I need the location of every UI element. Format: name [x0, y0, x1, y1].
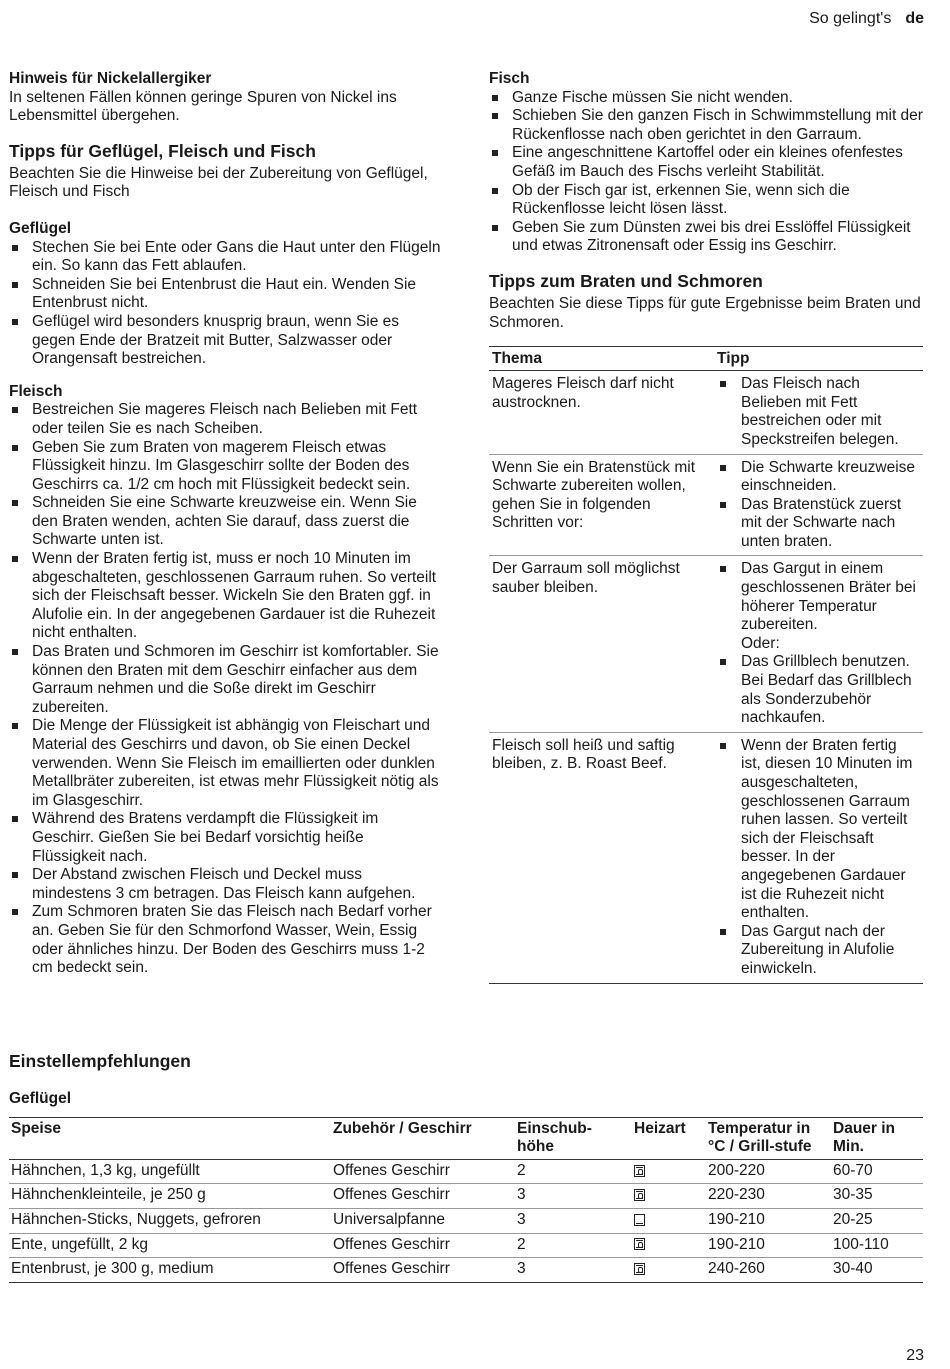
heating-cell: [632, 1258, 706, 1283]
table-row: [489, 454, 923, 556]
level-cell: 3: [515, 1258, 632, 1283]
roast-heading: Tipps zum Braten und Schmoren: [489, 270, 763, 291]
accessory-cell: Offenes Geschirr: [331, 1184, 515, 1209]
list-item: Zum Schmoren braten Sie das Fleisch nach Bedarf vorher an. Geben Sie für den Schmorfond Wasser, Wein, Essig oder ähnliches hinzu. Der Boden des Geschirrs muss 1-2 cm bedeckt sein.: [9, 903, 441, 977]
list-item: Geben Sie zum Dünsten zwei bis drei Esslöffel Flüssigkeit und etwas Zitronensaft oder Essig ins Geschirr.: [489, 219, 923, 256]
list-item: Während des Bratens verdampft die Flüssigkeit im Geschirr. Gießen Sie bei Bedarf vorsichtig heiße Flüssigkeit nach.: [9, 810, 441, 866]
or-label: Oder:: [741, 634, 780, 652]
column-header: Speise: [9, 1117, 331, 1159]
duration-cell: 20-25: [831, 1208, 923, 1233]
list-item: Schieben Sie den ganzen Fisch in Schwimmstellung mit der Rückenflosse nach oben gerichtet in den Garraum.: [489, 107, 923, 144]
nickel-text: In seltenen Fällen können geringe Spuren von Nickel ins Lebensmittel übergehen.: [9, 88, 397, 125]
food-cell: Entenbrust, je 300 g, medium: [9, 1258, 331, 1283]
tip-cell: [714, 454, 923, 556]
nickel-heading: Hinweis für Nickelallergiker: [9, 70, 212, 87]
column-header: Heizart: [632, 1117, 706, 1159]
temp-cell: 190-210: [706, 1208, 831, 1233]
page-header: [809, 10, 924, 28]
food-cell: Hähnchen, 1,3 kg, ungefüllt: [9, 1159, 331, 1184]
accessory-cell: Offenes Geschirr: [331, 1233, 515, 1258]
temp-cell: 190-210: [706, 1233, 831, 1258]
tip-cell: [714, 371, 923, 454]
duration-cell: 100-110: [831, 1233, 923, 1258]
food-cell: Ente, ungefüllt, 2 kg: [9, 1233, 331, 1258]
table-row: [9, 1208, 923, 1233]
temp-cell: 200-220: [706, 1159, 831, 1184]
table-header-row: [489, 347, 923, 371]
duration-cell: 30-40: [831, 1258, 923, 1283]
left-column: [9, 70, 441, 978]
bottom-heat-icon: [634, 1214, 645, 1226]
column-header: Temperatur in °C / Grill-stufe: [706, 1117, 831, 1159]
accessory-cell: Offenes Geschirr: [331, 1258, 515, 1283]
table-row: [9, 1184, 923, 1209]
level-cell: 2: [515, 1233, 632, 1258]
column-header: Einschub-höhe: [515, 1117, 632, 1159]
accessory-cell: Universalpfanne: [331, 1208, 515, 1233]
page-number: 23: [906, 1347, 924, 1364]
list-item: Wenn der Braten fertig ist, diesen 10 Minuten im ausgeschalteten, geschlossenen Garraum ruhen lassen. So verteilt sich der Fleischsaft besser. In der angegebenen Gardauer ist die Ruhezeit nicht enthalten.: [717, 737, 920, 923]
accessory-cell: Offenes Geschirr: [331, 1159, 515, 1184]
list-item: Das Gargut nach der Zubereitung in Alufolie einwickeln.: [717, 923, 920, 979]
list-item: Ganze Fische müssen Sie nicht wenden.: [489, 89, 923, 108]
list-item: Das Grillblech benutzen. Bei Bedarf das Grillblech als Sonderzubehör nachkaufen.: [717, 653, 920, 727]
language-code: de: [905, 10, 924, 27]
temp-cell: 220-230: [706, 1184, 831, 1209]
list-item: Das Gargut in einem geschlossenen Bräter bei höherer Temperatur zubereiten.: [717, 560, 920, 634]
recommendations-section: [9, 1050, 923, 1283]
list-item: Das Bratenstück zuerst mit der Schwarte nach unten braten.: [717, 496, 920, 552]
recommendations-subheading: Geflügel: [9, 1090, 72, 1107]
level-cell: 3: [515, 1184, 632, 1209]
table-row: [9, 1258, 923, 1283]
topic-cell: Fleisch soll heiß und saftig bleiben, z. B. Roast Beef.: [489, 732, 714, 983]
list-item: Ob der Fisch gar ist, erkennen Sie, wenn sich die Rückenflosse leicht lösen lässt.: [489, 182, 923, 219]
table-row: [489, 732, 923, 983]
column-header: Thema: [489, 347, 714, 371]
list-item: Bestreichen Sie mageres Fleisch nach Belieben mit Fett oder teilen Sie es nach Scheiben.: [9, 401, 441, 438]
tip-cell: [714, 732, 923, 983]
fish-heading: Fisch: [489, 70, 530, 87]
list-item: Der Abstand zwischen Fleisch und Deckel muss mindestens 3 cm betragen. Das Fleisch kann aufgehen.: [9, 866, 441, 903]
list-item: Schneiden Sie bei Entenbrust die Haut ein. Wenden Sie Entenbrust nicht.: [9, 276, 441, 313]
fish-list: [489, 89, 923, 256]
list-item: Stechen Sie bei Ente oder Gans die Haut unter den Flügeln ein. So kann das Fett ablaufen.: [9, 239, 441, 276]
settings-table: [9, 1117, 923, 1283]
list-item: Schneiden Sie eine Schwarte kreuzweise ein. Wenn Sie den Braten wenden, achten Sie darauf, dass zuerst die Schwarte unten ist.: [9, 494, 441, 550]
temp-cell: 240-260: [706, 1258, 831, 1283]
level-cell: 2: [515, 1159, 632, 1184]
duration-cell: 60-70: [831, 1159, 923, 1184]
table-row: [489, 371, 923, 454]
heating-cell: [632, 1184, 706, 1209]
list-item: Das Braten und Schmoren im Geschirr ist komfortabler. Sie können den Braten mit dem Geschirr einfacher aus dem Garraum nehmen und die Soße direkt im Geschirr zubereiten.: [9, 643, 441, 717]
roast-tips-table: [489, 346, 923, 983]
list-item: Geflügel wird besonders knusprig braun, wenn Sie es gegen Ende der Bratzeit mit Butter, Salzwasser oder Orangensaft bestreichen.: [9, 313, 441, 369]
table-row: [9, 1159, 923, 1184]
roast-intro: Beachten Sie diese Tipps für gute Ergebnisse beim Braten und Schmoren.: [489, 294, 921, 331]
level-cell: 3: [515, 1208, 632, 1233]
recommendations-heading: Einstellempfehlungen: [9, 1051, 191, 1071]
list-item: Das Fleisch nach Belieben mit Fett bestreichen oder mit Speckstreifen belegen.: [717, 375, 920, 449]
section-title: So gelingt's: [809, 10, 892, 27]
meat-heading: Fleisch: [9, 382, 63, 400]
poultry-heading: Geflügel: [9, 219, 72, 237]
heating-cell: [632, 1208, 706, 1233]
list-item: Die Schwarte kreuzweise einschneiden.: [717, 459, 920, 496]
column-header: Dauer in Min.: [831, 1117, 923, 1159]
meat-list: [9, 401, 441, 977]
table-header-row: [9, 1117, 923, 1159]
column-header: Zubehör / Geschirr: [331, 1117, 515, 1159]
tips-heading: Tipps für Geflügel, Fleisch und Fisch: [9, 140, 316, 161]
hot-air-grill-icon: [634, 1189, 645, 1201]
column-header: Tipp: [714, 347, 923, 371]
tips-intro: Beachten Sie die Hinweise bei der Zubereitung von Geflügel, Fleisch und Fisch: [9, 164, 428, 201]
list-item: Die Menge der Flüssigkeit ist abhängig von Fleischart und Material des Geschirrs und davon, ob Sie einen Deckel verwenden. Wenn Sie Fleisch im emaillierten oder dunklen Metallbräter zubereiten, ist etwas mehr Flüssigkeit nötig als im Glasgeschirr.: [9, 717, 441, 810]
hot-air-grill-icon: [634, 1263, 645, 1275]
topic-cell: Der Garraum soll möglichst sauber bleiben.: [489, 556, 714, 732]
topic-cell: Mageres Fleisch darf nicht austrocknen.: [489, 371, 714, 454]
topic-cell: Wenn Sie ein Bratenstück mit Schwarte zubereiten wollen, gehen Sie in folgenden Schritten vor:: [489, 454, 714, 556]
list-item: Wenn der Braten fertig ist, muss er noch 10 Minuten im abgeschalteten, geschlossenen Garraum ruhen. So verteilt sich der Fleischsaft besser. Wickeln Sie den Braten ggf. in Alufolie ein. In der angegebenen Gardauer ist die Ruhezeit nicht enthalten.: [9, 550, 441, 643]
tip-cell: [714, 556, 923, 732]
right-column: [489, 70, 923, 984]
heating-cell: [632, 1233, 706, 1258]
food-cell: Hähnchenkleinteile, je 250 g: [9, 1184, 331, 1209]
duration-cell: 30-35: [831, 1184, 923, 1209]
hot-air-grill-icon: [634, 1238, 645, 1250]
list-item: Eine angeschnittene Kartoffel oder ein kleines ofenfestes Gefäß im Bauch des Fischs verleiht Stabilität.: [489, 144, 923, 181]
table-row: [489, 556, 923, 732]
hot-air-grill-icon: [634, 1165, 645, 1177]
table-row: [9, 1233, 923, 1258]
list-item: Geben Sie zum Braten von magerem Fleisch etwas Flüssigkeit hinzu. Im Glasgeschirr sollte der Boden des Geschirrs ca. 1/2 cm hoch mit Flüssigkeit bedeckt sein.: [9, 439, 441, 495]
heating-cell: [632, 1159, 706, 1184]
food-cell: Hähnchen-Sticks, Nuggets, gefroren: [9, 1208, 331, 1233]
poultry-list: [9, 239, 441, 369]
